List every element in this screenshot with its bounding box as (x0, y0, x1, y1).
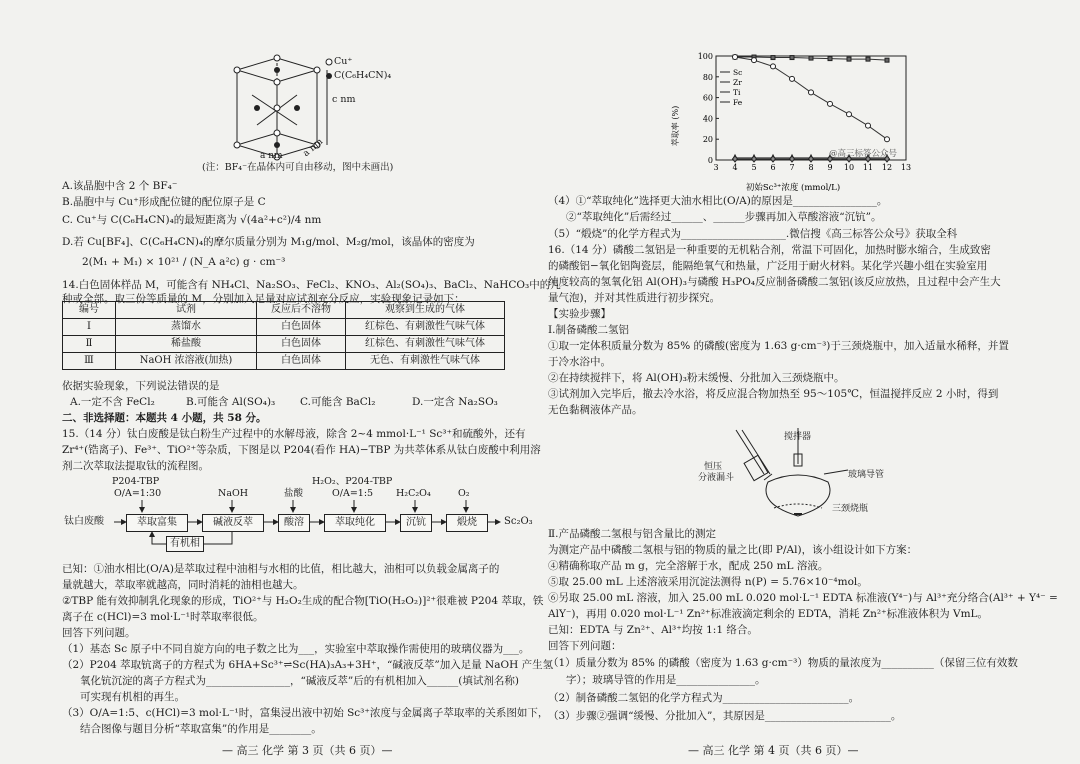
q16-step-6a: ⑥另取 25.00 mL 溶液，加入 25.00 mL 0.020 mol·L⁻¹ EDTA 标准液(Y⁴⁻)与 Al³⁺充分络合(Al³⁺ + Y⁴⁻ = (548, 592, 1058, 604)
extraction-rate-chart (668, 46, 918, 194)
q14-option-d: D.一定含 Na₂SO₃ (412, 396, 498, 408)
legend-label: Sc (733, 68, 743, 77)
table-header-row (63, 302, 505, 319)
y-tick-label: 60 (702, 93, 713, 103)
flow-box-extract-purify: 萃取纯化 (324, 514, 386, 532)
table-cell: Ⅲ (63, 353, 116, 370)
section-2-title: 二、非选择题：本题共 4 小题，共 58 分。 (62, 412, 267, 424)
q16-sub-1a: （1）质量分数为 85% 的磷酸（密度为 1.63 g·cm⁻³）物质的量浓度为__________（保留三位有效数 (548, 657, 1018, 669)
flow-top-4b: O/A=1:5 (332, 488, 374, 499)
x-tick-label: 13 (900, 163, 912, 172)
q16-step-3a: ③试剂加入完毕后，撤去冷水浴，将反应混合物加热至 95～105℃，恒温搅拌反应 2 小时，得到 (548, 388, 999, 400)
y-tick-label: 40 (702, 114, 713, 124)
q16-step-1b: 于冷水浴中。 (548, 356, 611, 368)
label-a2: a nm (301, 136, 326, 160)
table-cell: 无色、有刺激性气味气体 (346, 353, 505, 370)
q13-option-b: B.晶胞中与 Cu⁺形成配位键的配位原子是 C (62, 196, 266, 208)
q16-part2-line-1: 为测定产品中磷酸二氢根与铝的物质的量之比(即 P/Al)，该小组设计如下方案： (548, 544, 918, 556)
flow-box-precipitate: 沉钪 (400, 514, 432, 532)
table-cell: 白色固体 (257, 353, 346, 370)
q15-sub-4a: （4）①“萃取纯化”选择更大油水相比(O/A)的原因是________________。 (548, 195, 888, 207)
data-point-zr (828, 101, 833, 106)
q16-step-2: ②在持续搅拌下，将 Al(OH)₃粉末缓慢、分批加入三颈烧瓶中。 (548, 372, 845, 384)
q16-line-3: 纯度较高的氢氧化铝 Al(OH)₃与磷酸 H₃PO₄反应制备磷酸二氢铝(该反应放热，且过程中会产生大 (548, 276, 1001, 288)
y-tick-label: 100 (697, 52, 713, 61)
q15-line-2: Zr⁴⁺(锆离子)、Fe³⁺、TiO²⁺等杂质，下图是以 P204(看作 HA)−TBP 为共萃体系从钛白废酸中利用溶 (62, 444, 541, 456)
flow-box-calcine: 煅烧 (446, 514, 488, 532)
q16-sub-2: （2）制备磷酸二氢铝的化学方程式为________________________。 (548, 692, 860, 704)
x-tick-label: 3 (713, 163, 719, 172)
table-cell: 白色固体 (257, 319, 346, 336)
apparatus-flask-label: 三颈烧瓶 (832, 504, 869, 514)
x-tick-label: 4 (732, 163, 738, 172)
crystal-note: (注：BF₄⁻在晶体内可自由移动，图中未画出) (202, 162, 394, 173)
q15-sub-2a: （2）P204 萃取钪离子的方程式为 6HA+Sc³⁺⇌Sc(HA)₃A₃+3H⁺，“碱液反萃”加入足量 NaOH 产生氢 (62, 659, 554, 671)
data-point-sc (790, 56, 794, 60)
q16-step-1a: ①取一定体积质量分数为 85% 的磷酸(密度为 1.63 g·cm⁻³)于三颈烧瓶中，加入适量水稀释，并置 (548, 340, 1009, 352)
chart-frame (716, 56, 906, 160)
q16-step-5: ⑤取 25.00 mL 上述溶液采用沉淀法测得 n(P) = 5.76×10⁻⁴mol。 (548, 576, 868, 588)
data-point-fe (752, 156, 757, 162)
apparatus-funnel-label-1: 恒压 (704, 462, 723, 472)
page-4 (548, 0, 1058, 764)
apparatus-tube-label: 玻璃导管 (848, 470, 885, 480)
data-point-fe (809, 156, 814, 162)
y-tick-label: 20 (702, 135, 713, 145)
data-point-zr (866, 123, 871, 128)
q16-step-4: ④精确称取产品 m g，完全溶解于水，配成 250 mL 溶液。 (548, 560, 829, 572)
known-line-1: 已知：①油水相比(O/A)是萃取过程中油相与水相的比值，相比越大，油相可以负载金属离子的 (62, 563, 500, 575)
q16-part1-title: Ⅰ.制备磷酸二氢铝 (548, 324, 629, 336)
data-point-zr (847, 112, 852, 117)
known-line-2: 量就越大，萃取率就越高，同时消耗的油相也越大。 (62, 579, 304, 591)
page-3 (62, 0, 561, 764)
q15-sub-2b: 氧化钪沉淀的离子方程式为________________，“碱液反萃”后的有机相加入______(填试剂名称) (80, 675, 519, 687)
table-cell: 白色固体 (257, 336, 346, 353)
data-point-zr (752, 58, 757, 63)
flow-top-4a: H₂O₂、P204-TBP (312, 476, 393, 487)
x-tick-label: 7 (789, 163, 795, 172)
q16-sub-3: （3）步骤②强调“缓慢、分批加入”，其原因是________________________。 (548, 710, 902, 722)
x-tick-label: 8 (808, 163, 814, 172)
x-tick-label: 6 (770, 163, 776, 172)
q13-option-c: C. Cu⁺与 C(C₆H₄CN)₄的最短距离为 √(4a²+c²)/4 nm (62, 214, 322, 226)
known-line-3: ②TBP 能有效抑制乳化现象的形成，TiO²⁺与 H₂O₂生成的配合物[TiO(H₂O₂)]²⁺很难被 P204 萃取，铁 (62, 595, 544, 607)
q16-line-1: 16.（14 分）磷酸二氢铝是一种重要的无机粘合剂，常温下可固化，加热时膨水缩合，生成致密 (548, 244, 991, 256)
data-point-sc (866, 57, 870, 61)
table-header: 观察到生成的气体 (346, 302, 505, 319)
q16-line-2: 的磷酸铝−氧化铝陶瓷层，能隔绝氧气和热量，广泛用于耐火材料。某化学兴趣小组在实验室用 (548, 260, 988, 272)
data-point-zr (809, 90, 814, 95)
q15-sub-1: （1）基态 Sc 原子中不同自旋方向的电子数之比为___，实验室中萃取操作需使用的玻璃仪器为___。 (62, 643, 530, 655)
chart-xlabel: 初始Sc³⁺浓度 (mmol/L) (745, 183, 841, 193)
table-cell: 红棕色、有刺激性气味气体 (346, 319, 505, 336)
table-header: 反应后不溶物 (257, 302, 346, 319)
flow-top-3: 盐酸 (284, 488, 304, 499)
data-point-fe (790, 156, 795, 162)
q16-sub-1b: 字）；玻璃导管的作用是_______________。 (566, 674, 766, 686)
known-line-4: 离子在 c(HCl)=3 mol·L⁻¹时萃取率很低。 (62, 611, 264, 623)
apparatus-funnel-label-2: 分液漏斗 (698, 473, 735, 483)
data-point-zr (885, 137, 890, 142)
q16-step-6b: AlY⁻)，再用 0.020 mol·L⁻¹ Zn²⁺标准液滴定剩余的 EDTA，消耗 Zn²⁺标准液体积为 VmL。 (548, 608, 989, 620)
q14-option-a: A.一定不含 FeCl₂ (70, 396, 155, 408)
x-tick-label: 5 (751, 163, 757, 172)
q16-steps-title: 【实验步骤】 (548, 308, 611, 320)
x-tick-label: 9 (827, 163, 833, 172)
page-footer-left: — 高三 化学 第 3 页（共 6 页）— (222, 744, 393, 757)
flow-top-1b: O/A=1:30 (114, 488, 162, 499)
apparatus-stirrer-label: 搅拌器 (784, 432, 812, 442)
q14-line-1: 14.白色固体样品 M，可能含有 NH₄Cl、Na₂SO₃、FeCl₂、KNO₃、Al₂(SO₄)₃、BaCl₂、NaHCO₃中的几 (62, 279, 561, 291)
chart-ylabel: 萃取率 (%) (671, 105, 680, 147)
y-tick-label: 0 (707, 156, 713, 165)
page-footer-right: — 高三 化学 第 4 页（共 6 页）— (688, 744, 859, 757)
data-point-zr (790, 76, 795, 81)
data-point-fe (771, 156, 776, 162)
cu-legend-icon (326, 59, 332, 65)
q14-table (62, 301, 505, 370)
flow-box-acid-dissolve: 酸溶 (278, 514, 310, 532)
table-cell: Ⅱ (63, 336, 116, 353)
q15-line-3: 剂二次萃取法提取钛的流程图。 (62, 460, 209, 472)
q16-line-4: 量气泡)，并对其性质进行初步探究。 (548, 292, 721, 304)
legend-cu: Cu⁺ (334, 56, 353, 67)
series-line-zr (735, 57, 887, 139)
data-point-sc (885, 58, 889, 62)
data-point-zr (733, 55, 738, 60)
x-tick-label: 12 (881, 163, 893, 172)
chart-watermark: @高三标答公众号 (828, 149, 898, 159)
label-c: c nm (332, 94, 356, 105)
y-tick-label: 80 (702, 72, 713, 82)
table-row (63, 319, 505, 336)
x-tick-label: 10 (843, 163, 855, 172)
flow-box-alkali-strip: 碱液反萃 (202, 514, 264, 532)
legend-label: Fe (733, 98, 743, 107)
q16-part2-title: Ⅱ.产品磷酸二氢根与铝含量比的测定 (548, 528, 716, 540)
q14-line-2: 种或全部。取三份等质量的 M，分别加入足量对应试剂充分反应，实验现象记录如下： (62, 293, 465, 305)
table-header: 试剂 (116, 302, 257, 319)
table-header: 编号 (63, 302, 116, 319)
q14-option-b: B.可能含 Al(SO₄)₃ (186, 396, 276, 408)
flow-end: Sc₂O₃ (504, 516, 533, 527)
flow-start: 钛白废酸 (64, 516, 104, 527)
data-point-sc (771, 56, 775, 60)
flow-top-6: O₂ (458, 488, 470, 499)
label-a1: a nm (260, 151, 283, 161)
q14-question: 依据实验现象，下列说法错误的是 (62, 380, 220, 392)
data-point-fe (733, 156, 738, 162)
q15-sub-5: （5）“煅烧”的化学方程式为____________________.微信搜《高三标答公众号》获取全科 (548, 228, 958, 240)
table-cell: 稀盐酸 (116, 336, 257, 353)
table-cell: 红棕色、有刺激性气味气体 (346, 336, 505, 353)
table-row (63, 336, 505, 353)
known-line-5: 回答下列问题。 (62, 627, 136, 639)
table-cell: Ⅰ (63, 319, 116, 336)
flow-box-extract-enrich: 萃取富集 (126, 514, 188, 532)
q13-option-a: A.该晶胞中含 2 个 BF₄⁻ (62, 180, 178, 192)
q13-option-d: D.若 Cu[BF₄]、C(C₆H₄CN)₄的摩尔质量分别为 M₁g/mol、M₂g/mol，该晶体的密度为 (62, 236, 475, 248)
q14-option-c: C.可能含 BaCl₂ (300, 396, 376, 408)
legend-label: Ti (733, 88, 741, 97)
legend-label: Zr (733, 78, 742, 87)
q16-known: 已知：EDTA 与 Zn²⁺、Al³⁺均按 1:1 络合。 (548, 624, 758, 636)
table-cell: 蒸馏水 (116, 319, 257, 336)
data-point-sc (828, 57, 832, 61)
q15-sub-2c: 可实现有机相的再生。 (80, 691, 185, 703)
q16-answer-intro: 回答下列问题： (548, 640, 622, 652)
legend-c: C(C₆H₄CN)₄ (334, 70, 392, 81)
q13-option-d-formula: 2(M₁ + M₁) × 10²¹ / (N_A a²c) g · cm⁻³ (82, 256, 286, 268)
flow-box-organic-phase: 有机相 (166, 536, 204, 552)
table-row (63, 353, 505, 370)
q15-line-1: 15.（14 分）钛白废酸是钛白粉生产过程中的水解母液，除含 2~4 mmol·L⁻¹ Sc³⁺和硫酸外，还有 (62, 428, 526, 440)
data-point-sc (809, 56, 813, 60)
table-cell: NaOH 浓溶液(加热) (116, 353, 257, 370)
q16-step-3b: 无色黏稠液体产品。 (548, 404, 643, 416)
data-point-zr (771, 64, 776, 69)
data-point-sc (847, 57, 851, 61)
x-tick-label: 11 (862, 163, 874, 172)
q15-sub-4b: ②“萃取纯化”后需经过______、______步骤再加入草酸溶液“沉钪”。 (566, 211, 882, 223)
flow-top-5: H₂C₂O₄ (396, 488, 431, 499)
flow-top-1a: P204-TBP (112, 476, 160, 487)
flow-top-2: NaOH (218, 488, 249, 499)
q15-sub-3a: （3）O/A=1:5、c(HCl)=3 mol·L⁻¹时，富集浸出液中初始 Sc³⁺浓度与金属离子萃取率的关系图如下， (62, 707, 549, 719)
q15-sub-3b: 结合图像与题目分析“萃取富集”的作用是________。 (80, 723, 322, 735)
